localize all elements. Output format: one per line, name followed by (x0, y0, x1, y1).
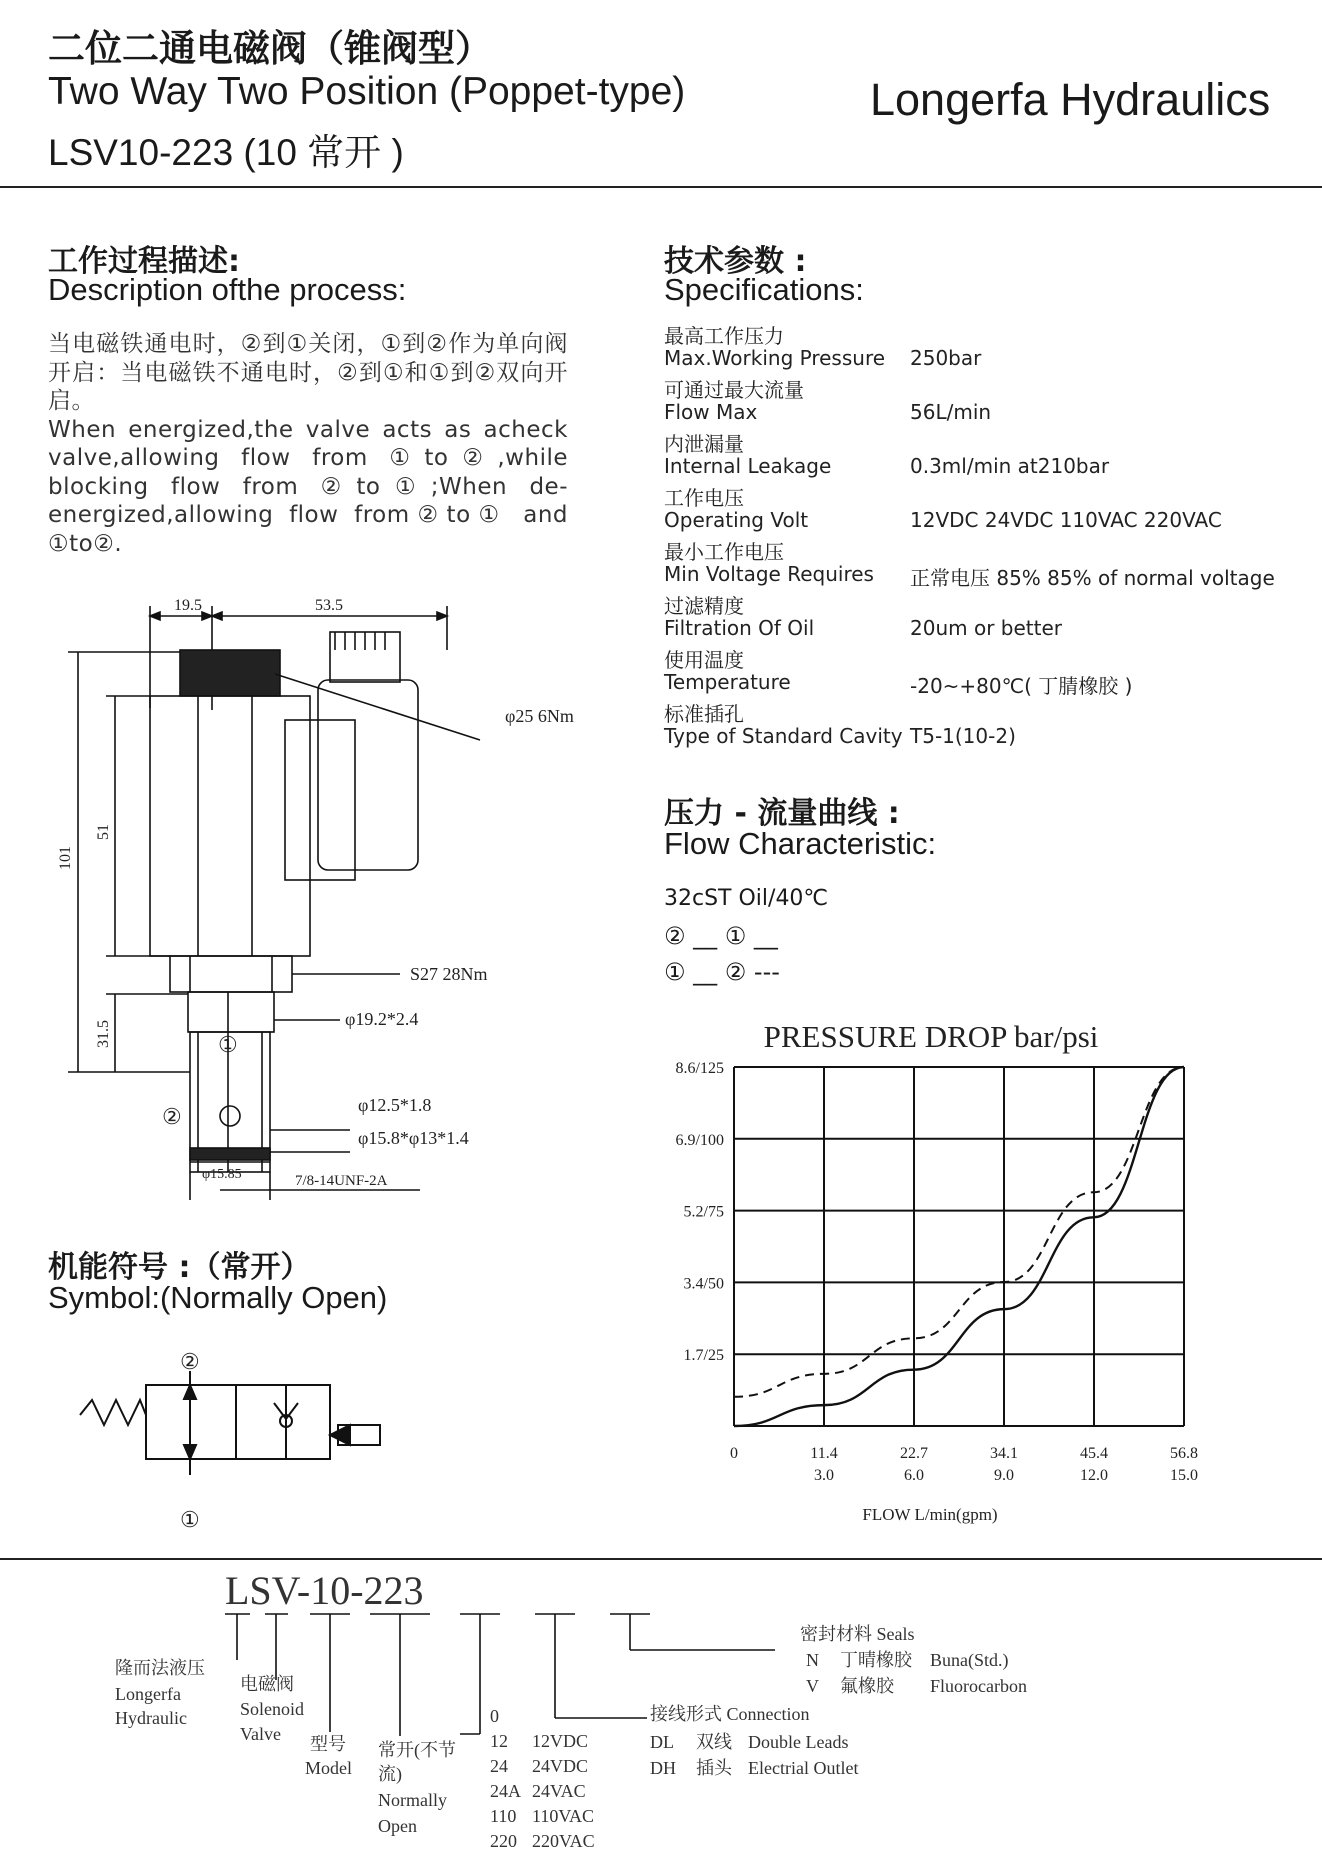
order-no-cn1: 常开(不节 (378, 1740, 456, 1760)
order-voltage-list (490, 1706, 595, 1851)
voltage-code: 24A (490, 1781, 521, 1801)
order-seals-title: 密封材料 Seals (800, 1624, 915, 1644)
connection-cn: 插头 (696, 1758, 732, 1778)
spec-label-en: Max.Working Pressure (664, 346, 886, 370)
order-solenoid-en1: Solenoid (240, 1699, 305, 1719)
seal-cn: 丁晴橡胶 (840, 1650, 912, 1670)
voltage-code: 12 (490, 1731, 508, 1751)
x-tick-label-gpm: 15.0 (1170, 1467, 1198, 1484)
x-tick-label-gpm: 6.0 (904, 1467, 924, 1484)
spec-label-en: Min Voltage Requires (664, 562, 874, 586)
order-connection-list (650, 1732, 858, 1778)
spec-label-cn: 可通过最大流量 (664, 378, 804, 402)
chart-y-ticks (676, 1060, 724, 1364)
y-tick-label: 5.2/75 (683, 1203, 724, 1221)
x-tick-label-lpm: 45.4 (1080, 1445, 1108, 1462)
connection-code: DL (650, 1732, 674, 1752)
dim-53-5: 53.5 (315, 597, 343, 614)
voltage-code: 24 (490, 1756, 508, 1776)
y-tick-label: 3.4/50 (683, 1275, 724, 1293)
spec-value: 正常电压 85% 85% of normal voltage (910, 566, 1275, 590)
chart-grid (734, 1067, 1184, 1426)
spec-value: 20um or better (910, 616, 1062, 640)
description-heading-cn: 工作过程描述: (48, 244, 240, 279)
specs-heading-cn: 技术参数 : (664, 244, 807, 279)
dim-oring3: φ15.8*φ13*1.4 (358, 1128, 469, 1148)
dim-thread: 7/8-14UNF-2A (295, 1173, 388, 1189)
spec-label-cn: 最小工作电压 (664, 540, 784, 564)
y-tick-label: 6.9/100 (675, 1131, 724, 1149)
order-connection-title: 接线形式 Connection (650, 1704, 810, 1724)
symbol-heading-en: Symbol:(Normally Open) (48, 1280, 388, 1315)
order-brand-en1: Longerfa (115, 1684, 181, 1704)
dim-bore: φ15.85 (202, 1167, 242, 1182)
order-brand-cn: 隆而法液压 (115, 1658, 205, 1678)
port-2-label: ② (162, 1104, 182, 1129)
description-heading-en: Description ofthe process: (48, 272, 407, 307)
model-number: LSV10-223 (10 常开 ) (48, 132, 404, 173)
description-text-en: When energized,the valve acts as acheck valve,allowing flow from ①to②,while blocking flow from ②to①;When de-energized,allowing flow from②to① and ①to②. (48, 416, 568, 557)
connection-code: DH (650, 1758, 676, 1778)
order-model-cn: 型号 (310, 1734, 346, 1754)
spec-label-cn: 最高工作压力 (664, 324, 784, 348)
spec-label-cn: 使用温度 (664, 648, 744, 672)
valve-dimension-drawing (40, 590, 640, 1200)
dim-19-5: 19.5 (174, 597, 202, 614)
order-no-en1: Normally (378, 1790, 447, 1810)
dim-51: 51 (95, 824, 112, 840)
title-en: Two Way Two Position (Poppet-type) (48, 70, 686, 113)
voltage-label: 24VAC (532, 1781, 586, 1801)
seal-en: Buna(Std.) (930, 1650, 1009, 1670)
spec-label-en: Filtration Of Oil (664, 616, 815, 640)
y-tick-label: 1.7/25 (683, 1347, 724, 1365)
chart-x-ticks (730, 1445, 1198, 1484)
brand-name: Longerfa Hydraulics (870, 74, 1271, 125)
seal-code: V (806, 1676, 819, 1696)
spec-value: 12VDC 24VDC 110VAC 220VAC (910, 508, 1222, 532)
dim-oring2: φ12.5*1.8 (358, 1095, 432, 1115)
x-tick-label-lpm: 0 (730, 1445, 738, 1462)
connection-cn: 双线 (696, 1732, 732, 1752)
flow-heading-cn: 压力 - 流量曲线 : (664, 796, 900, 831)
voltage-label: 24VDC (532, 1756, 589, 1776)
oil-spec: 32cST Oil/40℃ (664, 886, 829, 911)
dim-hex: S27 28Nm (410, 964, 488, 984)
order-no-cn2: 流) (378, 1764, 402, 1784)
series-dashed-line (734, 1067, 1184, 1397)
voltage-code: 110 (490, 1806, 517, 1826)
x-tick-label-lpm: 56.8 (1170, 1445, 1198, 1462)
ordering-code (100, 1560, 1220, 1870)
flow-heading-en: Flow Characteristic: (664, 826, 937, 861)
connection-en: Electrial Outlet (748, 1758, 859, 1778)
header-divider (0, 186, 1322, 188)
x-tick-label-lpm: 11.4 (810, 1445, 838, 1462)
spec-value: 0.3ml/min at210bar (910, 454, 1110, 478)
spec-label-cn: 工作电压 (664, 486, 744, 510)
title-cn: 二位二通电磁阀（锥阀型） (48, 27, 492, 70)
spec-label-en: Temperature (664, 670, 791, 694)
x-tick-label-lpm: 22.7 (900, 1445, 928, 1462)
spec-label-en: Flow Max (664, 400, 758, 424)
chart-x-label: FLOW L/min(gpm) (862, 1505, 998, 1524)
spec-label-en: Operating Volt (664, 508, 809, 532)
voltage-code: 220 (490, 1831, 517, 1851)
voltage-code: 0 (490, 1706, 499, 1726)
spec-value: 56L/min (910, 400, 992, 424)
spec-label-cn: 过滤精度 (664, 594, 744, 618)
x-tick-label-gpm: 9.0 (994, 1467, 1014, 1484)
flow-chart (650, 1010, 1210, 1530)
legend-dashed: ① __ ② --- (664, 958, 780, 986)
symbol-port-top: ② (180, 1349, 200, 1374)
spec-label-en: Type of Standard Cavity (664, 724, 903, 748)
description-text-cn: 当电磁铁通电时，②到①关闭，①到②作为单向阀开启：当电磁铁不通电时，②到①和①到②双向开启。 (48, 331, 568, 414)
dim-31-5: 31.5 (95, 1020, 112, 1048)
x-tick-label-gpm: 3.0 (814, 1467, 834, 1484)
seal-en: Fluorocarbon (930, 1676, 1027, 1696)
order-brand-en2: Hydraulic (115, 1708, 187, 1728)
ordering-code-number: LSV-10-223 (225, 1568, 424, 1613)
dim-101: 101 (57, 846, 74, 870)
spec-label-cn: 内泄漏量 (664, 432, 744, 456)
connection-en: Double Leads (748, 1732, 849, 1752)
order-solenoid-en2: Valve (240, 1724, 281, 1744)
y-tick-label: 8.6/125 (675, 1060, 724, 1077)
voltage-label: 220VAC (532, 1831, 595, 1851)
order-seals-list (806, 1650, 1027, 1696)
symbol-port-bottom: ① (180, 1507, 200, 1532)
chart-title: PRESSURE DROP bar/psi (763, 1019, 1099, 1054)
port-1-label: ① (218, 1032, 238, 1057)
spec-label-en: Internal Leakage (664, 454, 832, 478)
series-solid-line (734, 1067, 1184, 1426)
voltage-label: 110VAC (532, 1806, 595, 1826)
symbol-heading-cn: 机能符号 :（常开） (48, 1250, 311, 1285)
seal-cn: 氟橡胶 (840, 1676, 894, 1696)
order-no-en2: Open (378, 1816, 417, 1836)
dim-nut: φ25 6Nm (505, 706, 574, 726)
dim-oring1: φ19.2*2.4 (345, 1009, 419, 1029)
description-text (48, 330, 568, 558)
voltage-label: 12VDC (532, 1731, 589, 1751)
spec-value: -20~+80℃( 丁腈橡胶 ) (910, 674, 1133, 698)
order-model-en: Model (305, 1758, 352, 1778)
valve-symbol (70, 1345, 400, 1535)
specs-heading-en: Specifications: (664, 272, 864, 307)
spec-value: 250bar (910, 346, 982, 370)
spec-value: T5-1(10-2) (910, 724, 1016, 748)
seal-code: N (806, 1650, 819, 1670)
spec-label-cn: 标准插孔 (664, 702, 744, 726)
x-tick-label-gpm: 12.0 (1080, 1467, 1108, 1484)
x-tick-label-lpm: 34.1 (990, 1445, 1018, 1462)
legend-solid: ② __ ① __ (664, 922, 778, 950)
order-solenoid-cn: 电磁阀 (240, 1674, 294, 1694)
